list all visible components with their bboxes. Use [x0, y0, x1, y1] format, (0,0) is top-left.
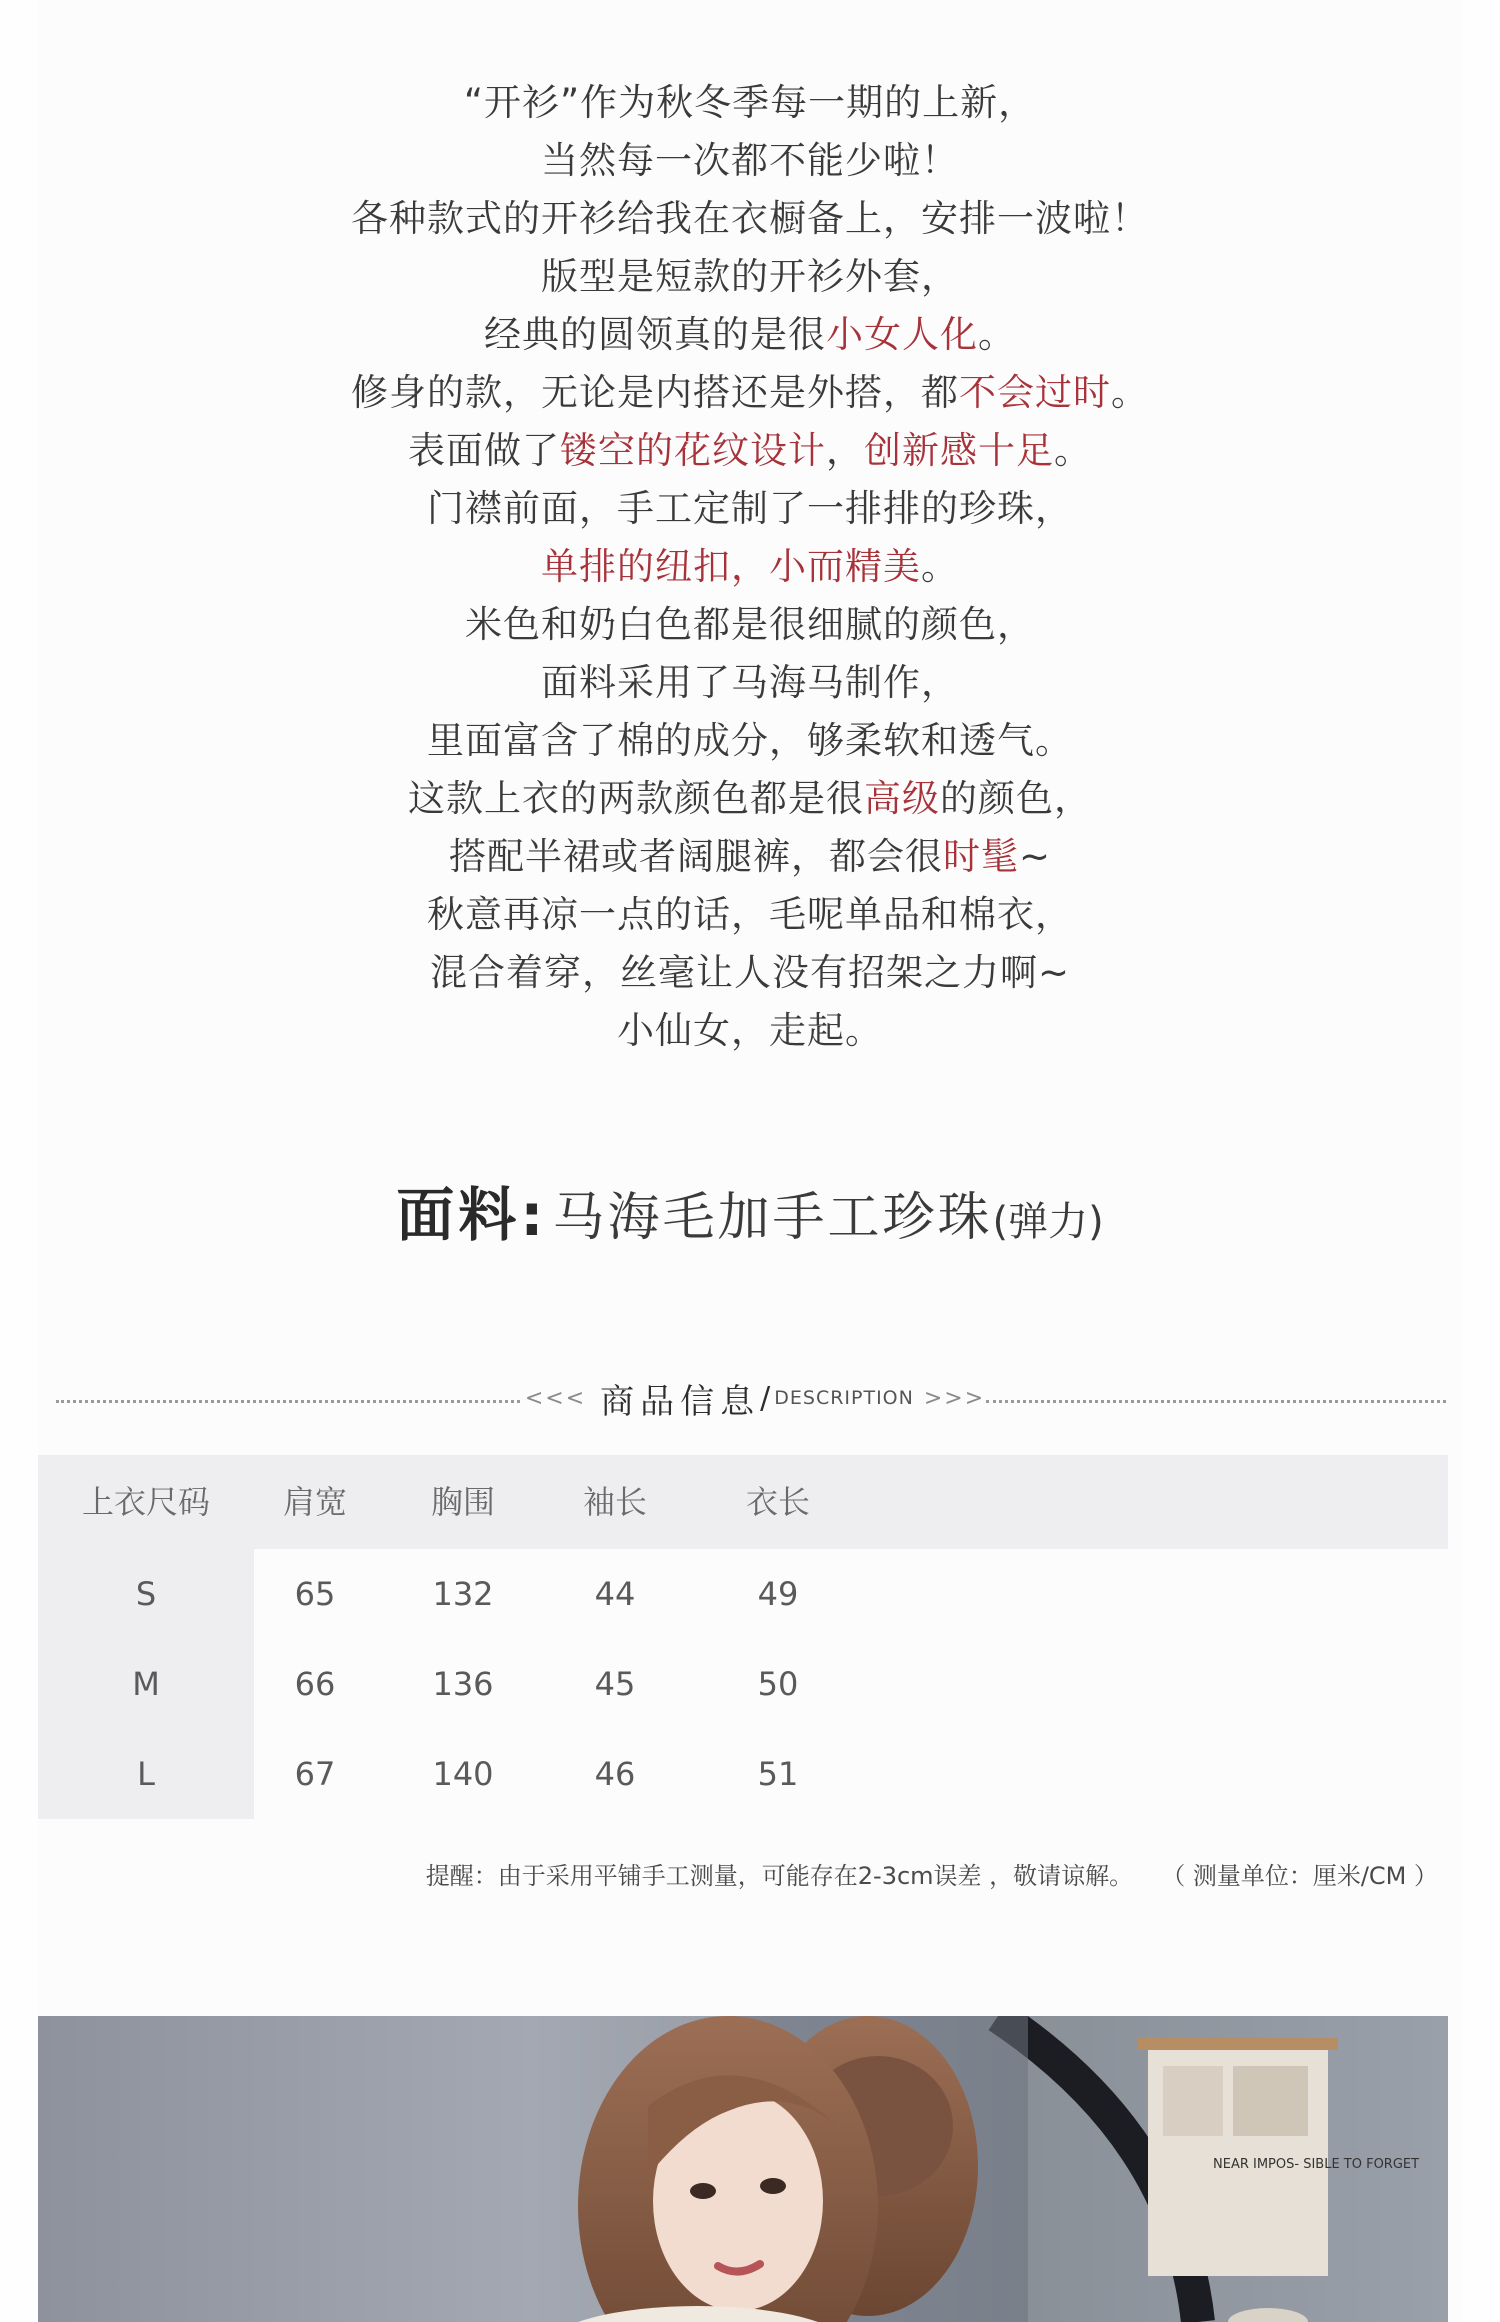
intro-text: 。 — [921, 545, 959, 588]
intro-text: 版型是短款的开衫外套， — [541, 255, 959, 298]
fabric-note: (弹力) — [992, 1199, 1104, 1245]
intro-line — [0, 538, 1500, 596]
intro-text: ~ — [1018, 835, 1051, 878]
intro-line — [0, 306, 1500, 364]
intro-line — [0, 480, 1500, 538]
measurement-note — [426, 1856, 1438, 1891]
section-subtitle: DESCRIPTION — [774, 1387, 914, 1409]
table-row-size: S — [135, 1575, 157, 1613]
table-row-size: M — [132, 1665, 160, 1703]
table-header-cell: 上衣尺码 — [81, 1483, 210, 1521]
intro-text: 。 — [1111, 371, 1149, 414]
table-cell: 49 — [757, 1575, 799, 1613]
intro-line — [0, 596, 1500, 654]
table-cell: 45 — [594, 1665, 636, 1703]
intro-line — [0, 944, 1500, 1002]
intro-text: 这款上衣的两款颜色都是很 — [408, 777, 864, 820]
intro-text: 米色和奶白色都是很细腻的颜色， — [465, 603, 1035, 646]
intro-line — [0, 712, 1500, 770]
table-cell: 132 — [432, 1575, 494, 1613]
intro-text: “开衫”作为秋冬季每一期的上新， — [463, 81, 1037, 124]
table-header-cell: 胸围 — [430, 1483, 495, 1521]
intro-line — [0, 74, 1500, 132]
intro-text: ， — [826, 429, 864, 472]
table-header-cell: 袖长 — [582, 1483, 647, 1521]
intro-highlight: 时髦 — [942, 835, 1019, 878]
intro-text: 里面富含了棉的成分，够柔软和透气。 — [427, 719, 1073, 762]
measurement-unit: （ 测量单位：厘米/CM ） — [1173, 1862, 1438, 1890]
dotted-divider-right — [986, 1400, 1446, 1403]
poster-text: NEAR IMPOS- SIBLE TO FORGET — [1213, 2157, 1420, 2172]
chevrons-left-icon: <<< — [524, 1385, 587, 1411]
table-cell: 44 — [594, 1575, 636, 1613]
table-cell: 66 — [294, 1665, 336, 1703]
table-cell: 67 — [294, 1755, 336, 1793]
intro-text: 。 — [978, 313, 1016, 356]
intro-line — [0, 770, 1500, 828]
intro-highlight: 小女人化 — [826, 313, 978, 356]
intro-text: 搭配半裙或者阔腿裤，都会很 — [448, 835, 943, 878]
intro-highlight: 镂空的花纹设计 — [560, 429, 826, 472]
intro-highlight: 不会过时 — [959, 371, 1111, 414]
table-cell: 51 — [757, 1755, 799, 1793]
section-title: 商品信息 — [600, 1381, 761, 1422]
product-photo-illustration — [38, 2016, 1448, 2322]
intro-text: 表面做了 — [408, 429, 560, 472]
table-row-size: L — [137, 1755, 155, 1793]
intro-text: 面料采用了马海马制作， — [541, 661, 959, 704]
intro-highlight: 高级 — [864, 777, 940, 820]
intro-line — [0, 248, 1500, 306]
intro-text: 修身的款，无论是内搭还是外搭，都 — [351, 371, 959, 414]
intro-line — [0, 422, 1500, 480]
size-table — [38, 1455, 1448, 1819]
intro-text: 小仙女，走起。 — [617, 1009, 883, 1052]
intro-text: 混合着穿，丝毫让人没有招架之力啊~ — [429, 951, 1070, 994]
intro-text: 当然每一次都不能少啦！ — [541, 139, 959, 182]
chevrons-right-icon: >>> — [923, 1385, 986, 1411]
fabric-value: 马海毛加手工珍珠 — [552, 1188, 993, 1248]
section-header-title-group — [524, 1368, 986, 1428]
intro-line — [0, 886, 1500, 944]
intro-copy — [0, 74, 1500, 1060]
table-cell: 46 — [594, 1755, 636, 1793]
table-cell: 50 — [757, 1665, 799, 1703]
table-header-cell: 肩宽 — [282, 1483, 347, 1521]
intro-text: 经典的圆领真的是很 — [484, 313, 826, 356]
section-header-description — [56, 1368, 1446, 1428]
fabric-line — [0, 1168, 1500, 1252]
intro-text: 的颜色， — [940, 777, 1092, 820]
intro-line — [0, 190, 1500, 248]
intro-line — [0, 364, 1500, 422]
table-cell: 140 — [432, 1755, 494, 1793]
table-header-cell: 衣长 — [745, 1483, 810, 1521]
section-title-slash: / — [760, 1380, 771, 1416]
intro-text: 。 — [1054, 429, 1092, 472]
intro-line — [0, 132, 1500, 190]
product-photo — [38, 2016, 1448, 2322]
intro-text: 秋意再凉一点的话，毛呢单品和棉衣， — [427, 893, 1073, 936]
intro-text: 各种款式的开衫给我在衣橱备上，安排一波啦！ — [351, 197, 1149, 240]
fabric-label: 面料: — [396, 1181, 548, 1249]
intro-line — [0, 1002, 1500, 1060]
dotted-divider-left — [56, 1400, 520, 1403]
table-cell: 136 — [432, 1665, 494, 1703]
intro-line — [0, 654, 1500, 712]
table-cell: 65 — [294, 1575, 336, 1613]
intro-highlight: 创新感十足 — [864, 429, 1054, 472]
intro-highlight: 单排的纽扣，小而精美 — [541, 545, 921, 588]
measurement-note-text: 提醒：由于采用平铺手工测量，可能存在2-3cm误差 ，敬请谅解。 — [425, 1862, 1134, 1890]
intro-text: 门襟前面，手工定制了一排排的珍珠， — [427, 487, 1073, 530]
intro-line — [0, 828, 1500, 886]
